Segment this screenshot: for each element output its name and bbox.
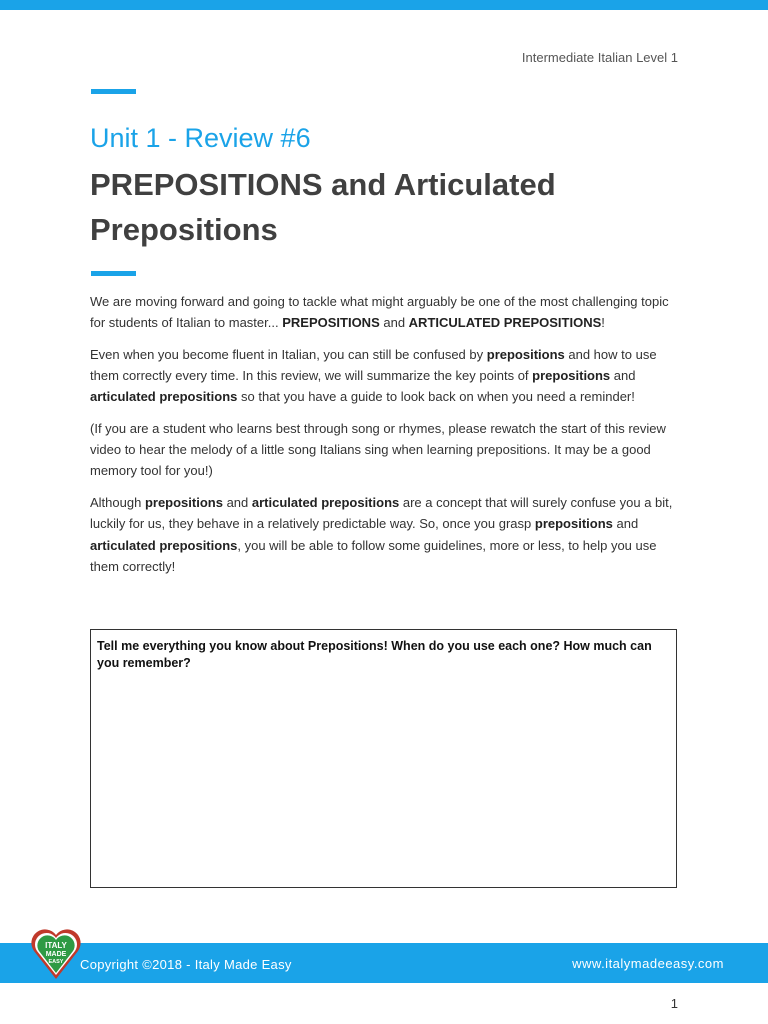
page-title: PREPOSITIONS and Articulated Prepositions xyxy=(90,167,556,247)
top-accent-bar xyxy=(0,0,768,10)
title-accent-line-top xyxy=(91,89,136,94)
website-link[interactable]: www.italymadeeasy.com xyxy=(572,956,724,971)
bold-term: prepositions xyxy=(534,516,613,532)
text-run: so that you have a guide to look back on when you need a reminder! xyxy=(237,389,635,405)
page-number: 1 xyxy=(670,996,678,1011)
answer-box[interactable] xyxy=(90,629,677,888)
bold-term: prepositions xyxy=(144,495,223,511)
text-run: and xyxy=(612,516,639,532)
copyright-text: Copyright ©2018 - Italy Made Easy xyxy=(80,957,292,972)
logo-text-line1: ITALY xyxy=(45,941,67,950)
title-accent-line-bottom xyxy=(91,271,136,276)
bold-term: articulated prepositions xyxy=(90,389,238,405)
text-run: and xyxy=(379,315,409,331)
bold-term: ARTICULATED PREPOSITIONS xyxy=(408,315,602,331)
bold-term: articulated prepositions xyxy=(90,537,238,553)
bold-term: articulated prepositions xyxy=(251,495,400,511)
unit-title: Unit 1 - Review #6 xyxy=(90,123,311,153)
text-run: , you will be able to follow some guidelines, more or less, to help you use them correctly! xyxy=(90,537,657,574)
text-run: (If you are a student who learns best through song or rhymes, please rewatch the start of this review video to hear the melody of a little song Italians sing when learning prepositions. It may be a good memory tool for you!) xyxy=(90,421,666,479)
text-run: Even when you become fluent in Italian, you can still be confused by xyxy=(90,346,487,362)
text-run: and xyxy=(222,495,252,511)
bold-term: prepositions xyxy=(532,368,611,384)
body-text xyxy=(90,291,678,587)
text-run: and how to use them correctly every time. In this review, we will summarize the key points of xyxy=(90,346,657,384)
text-run: and xyxy=(610,368,636,384)
text-run: are a concept that will surely confuse you a bit, luckily for us, they behave in a relatively predictable way. So, once you grasp xyxy=(90,495,673,532)
paragraph xyxy=(90,418,678,482)
text-run: Although xyxy=(90,495,145,511)
logo-text-line2: MADE xyxy=(45,951,67,958)
text-run: We are moving forward and going to tackle what might arguably be one of the most challenging topic for students of Italian to master... xyxy=(90,294,669,331)
course-label: Intermediate Italian Level 1 xyxy=(521,50,678,65)
paragraph xyxy=(90,291,678,333)
bold-term: PREPOSITIONS xyxy=(282,315,380,331)
exercise-prompt: Tell me everything you know about Prepositions! When do you use each one? How much can you remember? xyxy=(97,639,652,670)
bold-term: prepositions xyxy=(486,346,565,362)
paragraph xyxy=(90,492,678,577)
paragraph xyxy=(90,344,678,408)
logo-text-line3: EASY xyxy=(48,959,64,965)
italy-made-easy-logo xyxy=(30,925,82,981)
text-run: ! xyxy=(601,315,605,331)
